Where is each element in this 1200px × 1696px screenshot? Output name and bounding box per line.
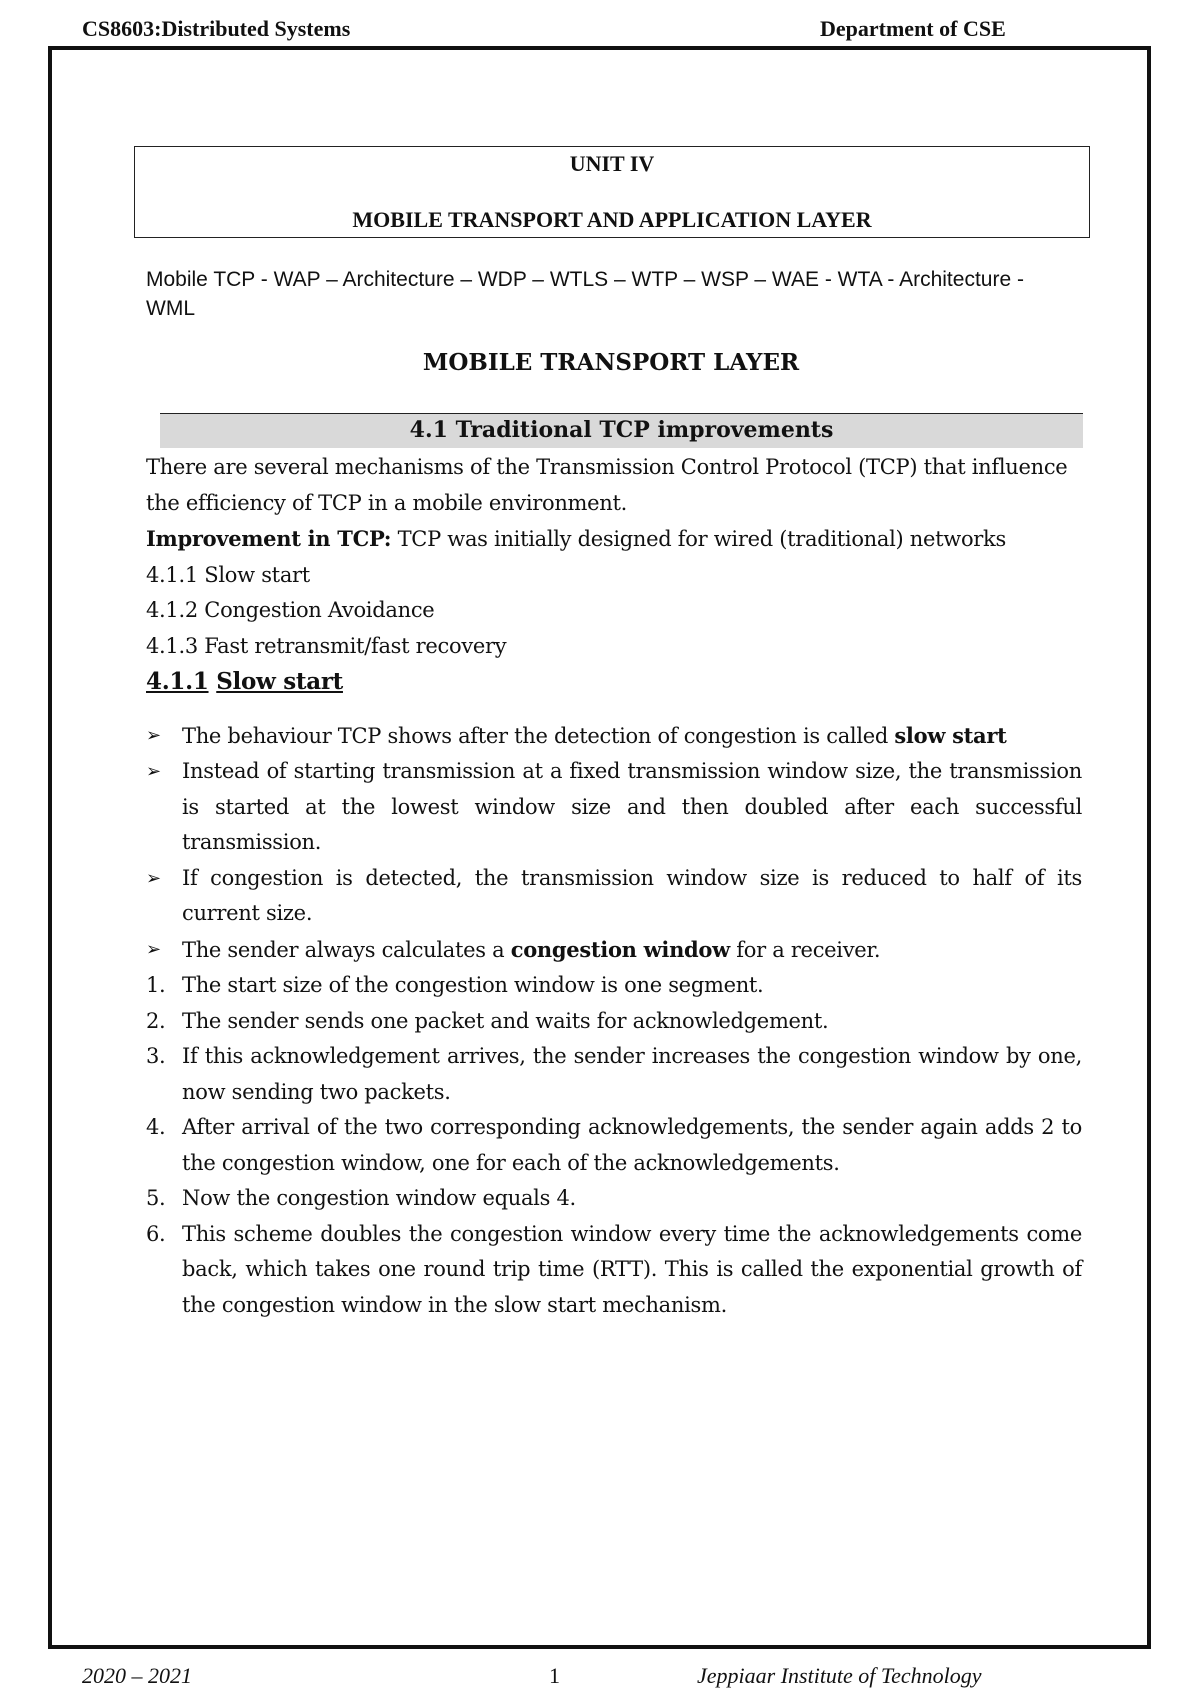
footer-year: 2020 – 2021 [82, 1663, 192, 1688]
header-department: Department of CSE [820, 16, 1006, 41]
list-number: 4. [146, 1115, 166, 1139]
list-number: 2. [146, 1008, 166, 1033]
bullet-item [146, 932, 1082, 969]
bullet-text: If congestion is detected, the transmission window size is reduced to half of its current size. [182, 865, 1082, 925]
list-item-text: If this acknowledgement arrives, the sender increases the congestion window by one, now sending two packets. [182, 1044, 1082, 1104]
list-number: 3. [146, 1044, 166, 1068]
improvement-text: TCP was initially designed for wired (traditional) networks [391, 527, 1006, 551]
header-course-title: CS8603:Distributed Systems [82, 16, 351, 41]
section-heading-bar [160, 413, 1083, 448]
list-item-text: The sender sends one packet and waits for acknowledgement. [182, 1008, 829, 1033]
list-item-text: This scheme doubles the congestion window every time the acknowledgements come back, which takes one round trip time (RTT). This is called the exponential growth of the congestion window in the slow start mechanism. [182, 1221, 1082, 1317]
main-heading: MOBILE TRANSPORT LAYER [422, 349, 800, 376]
list-item [146, 1217, 1082, 1324]
improvement-label: Improvement in TCP: [146, 526, 392, 551]
list-item [146, 1181, 1082, 1217]
toc-item: 4.1.2 Congestion Avoidance [146, 598, 435, 622]
toc-item: 4.1.3 Fast retransmit/fast recovery [146, 633, 507, 658]
unit-subtitle: MOBILE TRANSPORT AND APPLICATION LAYER [352, 207, 872, 232]
bullet-text: The behaviour TCP shows after the detection of congestion is called [182, 723, 895, 748]
bullet-item [146, 861, 1082, 932]
subsection-title: Slow start [216, 668, 343, 695]
list-number: 6. [146, 1221, 166, 1246]
section-heading: 4.1 Traditional TCP improvements [409, 417, 834, 443]
list-item [146, 1004, 1082, 1040]
arrow-bullet-icon: ➢ [146, 938, 161, 960]
footer-institute: Jeppiaar Institute of Technology [697, 1663, 982, 1688]
list-item [146, 1110, 1082, 1181]
arrow-bullet-icon: ➢ [146, 761, 161, 782]
intro-paragraph: There are several mechanisms of the Transmission Control Protocol (TCP) that influence the efficiency of TCP in a mobile environment. [146, 455, 1068, 515]
bullet-text: Instead of starting transmission at a fixed transmission window size, the transmission is started at the lowest window size and then doubled after each successful transmission. [182, 759, 1082, 854]
unit-number: UNIT IV [569, 151, 655, 176]
unit-topics: Mobile TCP - WAP – Architecture – WDP – WTLS – WTP – WSP – WAE - WTA - Architecture - WML [146, 268, 1024, 320]
subsection-heading [146, 664, 1082, 700]
bullet-bold: congestion window [510, 936, 730, 962]
bullet-item [146, 718, 1082, 755]
list-item-text: The start size of the congestion window is one segment. [182, 973, 764, 997]
unit-title-box [134, 146, 1090, 238]
list-item-text: Now the congestion window equals 4. [182, 1186, 576, 1210]
list-item-text: After arrival of the two corresponding acknowledgements, the sender again adds 2 to the congestion window, one for each of the acknowledgements. [182, 1115, 1082, 1175]
bullet-list [146, 718, 1082, 969]
bullet-text: for a receiver. [729, 937, 881, 962]
bullet-item [146, 754, 1082, 861]
body-content [146, 450, 1082, 1323]
improvement-paragraph [146, 521, 1082, 558]
list-item [146, 968, 1082, 1004]
list-item [146, 1039, 1082, 1110]
numbered-list [146, 968, 1082, 1323]
footer-page-number: 1 [549, 1663, 560, 1688]
list-number: 5. [146, 1186, 166, 1210]
subsection-number: 4.1.1 [146, 668, 209, 695]
bullet-bold: slow start [894, 722, 1007, 748]
bullet-text: The sender always calculates a [182, 937, 511, 962]
arrow-bullet-icon: ➢ [146, 724, 161, 746]
list-number: 1. [146, 973, 166, 997]
arrow-bullet-icon: ➢ [146, 867, 161, 889]
toc-item: 4.1.1 Slow start [146, 562, 310, 587]
